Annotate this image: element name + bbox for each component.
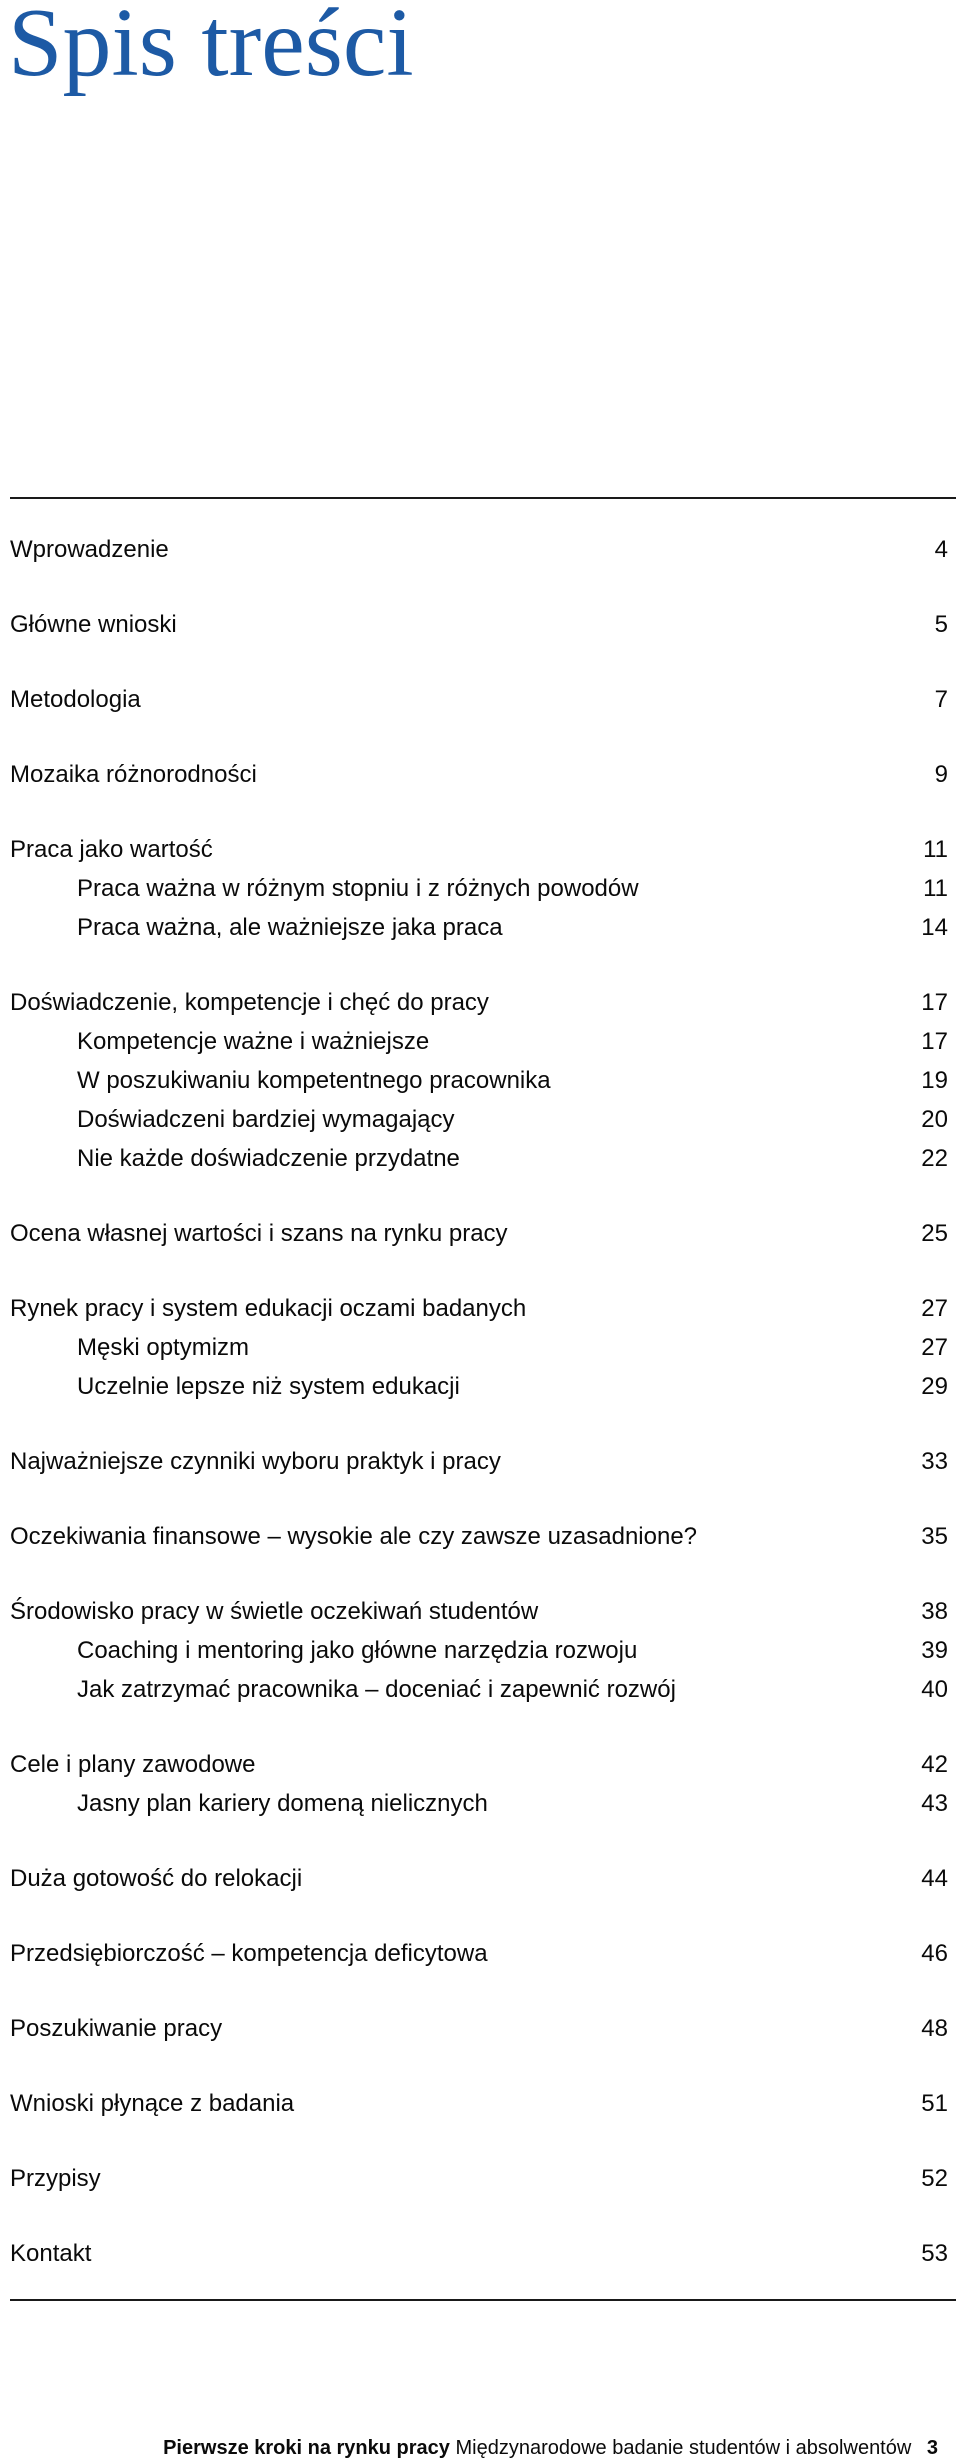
toc-group xyxy=(10,680,948,719)
toc-entry xyxy=(10,1745,948,1784)
bottom-divider xyxy=(10,2299,956,2301)
toc-group xyxy=(10,1214,948,1253)
toc-page-number: 22 xyxy=(921,1145,948,1172)
toc-entry xyxy=(10,605,948,644)
toc-subentry xyxy=(10,1328,948,1367)
toc-entry-title: Główne wnioski xyxy=(10,611,177,638)
toc-page-number: 33 xyxy=(921,1448,948,1475)
top-divider xyxy=(10,497,956,499)
toc-entry-title: Doświadczeni bardziej wymagający xyxy=(77,1106,455,1133)
toc-entry-title: Przedsiębiorczość – kompetencja deficytowa xyxy=(10,1940,488,1967)
toc-group xyxy=(10,983,948,1178)
toc-page-number: 11 xyxy=(923,875,948,902)
toc-entry-title: Kompetencje ważne i ważniejsze xyxy=(77,1028,430,1055)
toc-entry-title: Praca ważna w różnym stopniu i z różnych powodów xyxy=(77,875,639,902)
toc-entry-title: W poszukiwaniu kompetentnego pracownika xyxy=(77,1067,551,1094)
toc-page-number: 42 xyxy=(921,1751,948,1778)
toc-page-number: 27 xyxy=(921,1334,948,1361)
toc-page-number: 17 xyxy=(921,1028,948,1055)
toc-page-number: 4 xyxy=(934,536,948,563)
toc-entry-title: Praca ważna, ale ważniejsze jaka praca xyxy=(77,914,503,941)
toc-entry xyxy=(10,1214,948,1253)
toc-entry xyxy=(10,1859,948,1898)
footer-publication-subtitle: Międzynarodowe badanie studentów i absolwentów xyxy=(455,2437,912,2459)
toc-group xyxy=(10,530,948,569)
toc-page-number: 20 xyxy=(921,1106,948,1133)
toc-page-number: 52 xyxy=(921,2165,948,2192)
toc-group xyxy=(10,2234,948,2273)
toc-entry-title: Duża gotowość do relokacji xyxy=(10,1865,303,1892)
toc-entry xyxy=(10,2159,948,2198)
toc-group xyxy=(10,2159,948,2198)
toc-entry-title: Przypisy xyxy=(10,2165,101,2192)
toc-page-number: 35 xyxy=(921,1523,948,1550)
toc-group xyxy=(10,2084,948,2123)
toc-entry-title: Kontakt xyxy=(10,2240,92,2267)
toc-page-number: 7 xyxy=(934,686,948,713)
toc-entry-title: Najważniejsze czynniki wyboru praktyk i pracy xyxy=(10,1448,501,1475)
toc-entry xyxy=(10,2009,948,2048)
toc-entry-title: Męski optymizm xyxy=(77,1334,250,1361)
toc-group xyxy=(10,1859,948,1898)
toc-entry xyxy=(10,680,948,719)
table-of-contents xyxy=(10,530,948,2309)
toc-entry-title: Uczelnie lepsze niż system edukacji xyxy=(77,1373,460,1400)
toc-entry xyxy=(10,2084,948,2123)
toc-group xyxy=(10,1442,948,1481)
toc-group xyxy=(10,1934,948,1973)
toc-page-number: 53 xyxy=(921,2240,948,2267)
toc-subentry xyxy=(10,869,948,908)
toc-page-number: 40 xyxy=(921,1676,948,1703)
page-footer xyxy=(163,2436,938,2460)
page-title: Spis treści xyxy=(8,0,414,97)
toc-subentry xyxy=(10,1022,948,1061)
toc-entry xyxy=(10,1289,948,1328)
toc-entry xyxy=(10,830,948,869)
toc-group xyxy=(10,830,948,947)
toc-group xyxy=(10,1517,948,1556)
toc-subentry xyxy=(10,1139,948,1178)
toc-subentry xyxy=(10,1784,948,1823)
toc-page-number: 9 xyxy=(934,761,948,788)
toc-entry-title: Coaching i mentoring jako główne narzędzia rozwoju xyxy=(77,1637,638,1664)
toc-entry-title: Rynek pracy i system edukacji oczami badanych xyxy=(10,1295,527,1322)
toc-subentry xyxy=(10,1670,948,1709)
toc-page-number: 39 xyxy=(921,1637,948,1664)
toc-subentry xyxy=(10,908,948,947)
toc-entry-title: Jak zatrzymać pracownika – doceniać i zapewnić rozwój xyxy=(77,1676,676,1703)
toc-entry-title: Wnioski płynące z badania xyxy=(10,2090,295,2117)
toc-entry xyxy=(10,1592,948,1631)
toc-subentry xyxy=(10,1061,948,1100)
toc-entry-title: Wprowadzenie xyxy=(10,536,169,563)
toc-subentry xyxy=(10,1367,948,1406)
toc-entry xyxy=(10,1442,948,1481)
toc-page-number: 25 xyxy=(921,1220,948,1247)
toc-subentry xyxy=(10,1631,948,1670)
toc-entry-title: Jasny plan kariery domeną nielicznych xyxy=(77,1790,488,1817)
toc-page-number: 29 xyxy=(921,1373,948,1400)
toc-subentry xyxy=(10,1100,948,1139)
toc-entry-title: Nie każde doświadczenie przydatne xyxy=(77,1145,460,1172)
toc-entry xyxy=(10,1517,948,1556)
toc-entry-title: Mozaika różnorodności xyxy=(10,761,257,788)
footer-publication-title: Pierwsze kroki na rynku pracy xyxy=(163,2437,450,2459)
footer-page-number: 3 xyxy=(926,2437,938,2459)
toc-entry-title: Poszukiwanie pracy xyxy=(10,2015,223,2042)
toc-group xyxy=(10,1745,948,1823)
toc-entry xyxy=(10,755,948,794)
toc-entry-title: Praca jako wartość xyxy=(10,836,213,863)
toc-entry-title: Środowisko pracy w świetle oczekiwań studentów xyxy=(10,1598,539,1625)
toc-page-number: 27 xyxy=(921,1295,948,1322)
toc-page-number: 17 xyxy=(921,989,948,1016)
toc-page-number: 51 xyxy=(921,2090,948,2117)
toc-page-number: 11 xyxy=(923,836,948,863)
toc-page-number: 14 xyxy=(921,914,948,941)
toc-entry-title: Doświadczenie, kompetencje i chęć do pracy xyxy=(10,989,489,1016)
toc-entry-title: Oczekiwania finansowe – wysokie ale czy zawsze uzasadnione? xyxy=(10,1523,698,1550)
toc-group xyxy=(10,755,948,794)
toc-page-number: 19 xyxy=(921,1067,948,1094)
toc-page-number: 5 xyxy=(934,611,948,638)
toc-entry-title: Ocena własnej wartości i szans na rynku pracy xyxy=(10,1220,508,1247)
toc-group xyxy=(10,1592,948,1709)
toc-entry xyxy=(10,530,948,569)
toc-entry-title: Metodologia xyxy=(10,686,141,713)
toc-page-number: 38 xyxy=(921,1598,948,1625)
toc-group xyxy=(10,1289,948,1406)
toc-entry xyxy=(10,2234,948,2273)
toc-entry-title: Cele i plany zawodowe xyxy=(10,1751,256,1778)
toc-page-number: 48 xyxy=(921,2015,948,2042)
toc-entry xyxy=(10,1934,948,1973)
toc-entry xyxy=(10,983,948,1022)
toc-page-number: 44 xyxy=(921,1865,948,1892)
toc-page-number: 43 xyxy=(921,1790,948,1817)
toc-page-number: 46 xyxy=(921,1940,948,1967)
toc-group xyxy=(10,605,948,644)
toc-group xyxy=(10,2009,948,2048)
